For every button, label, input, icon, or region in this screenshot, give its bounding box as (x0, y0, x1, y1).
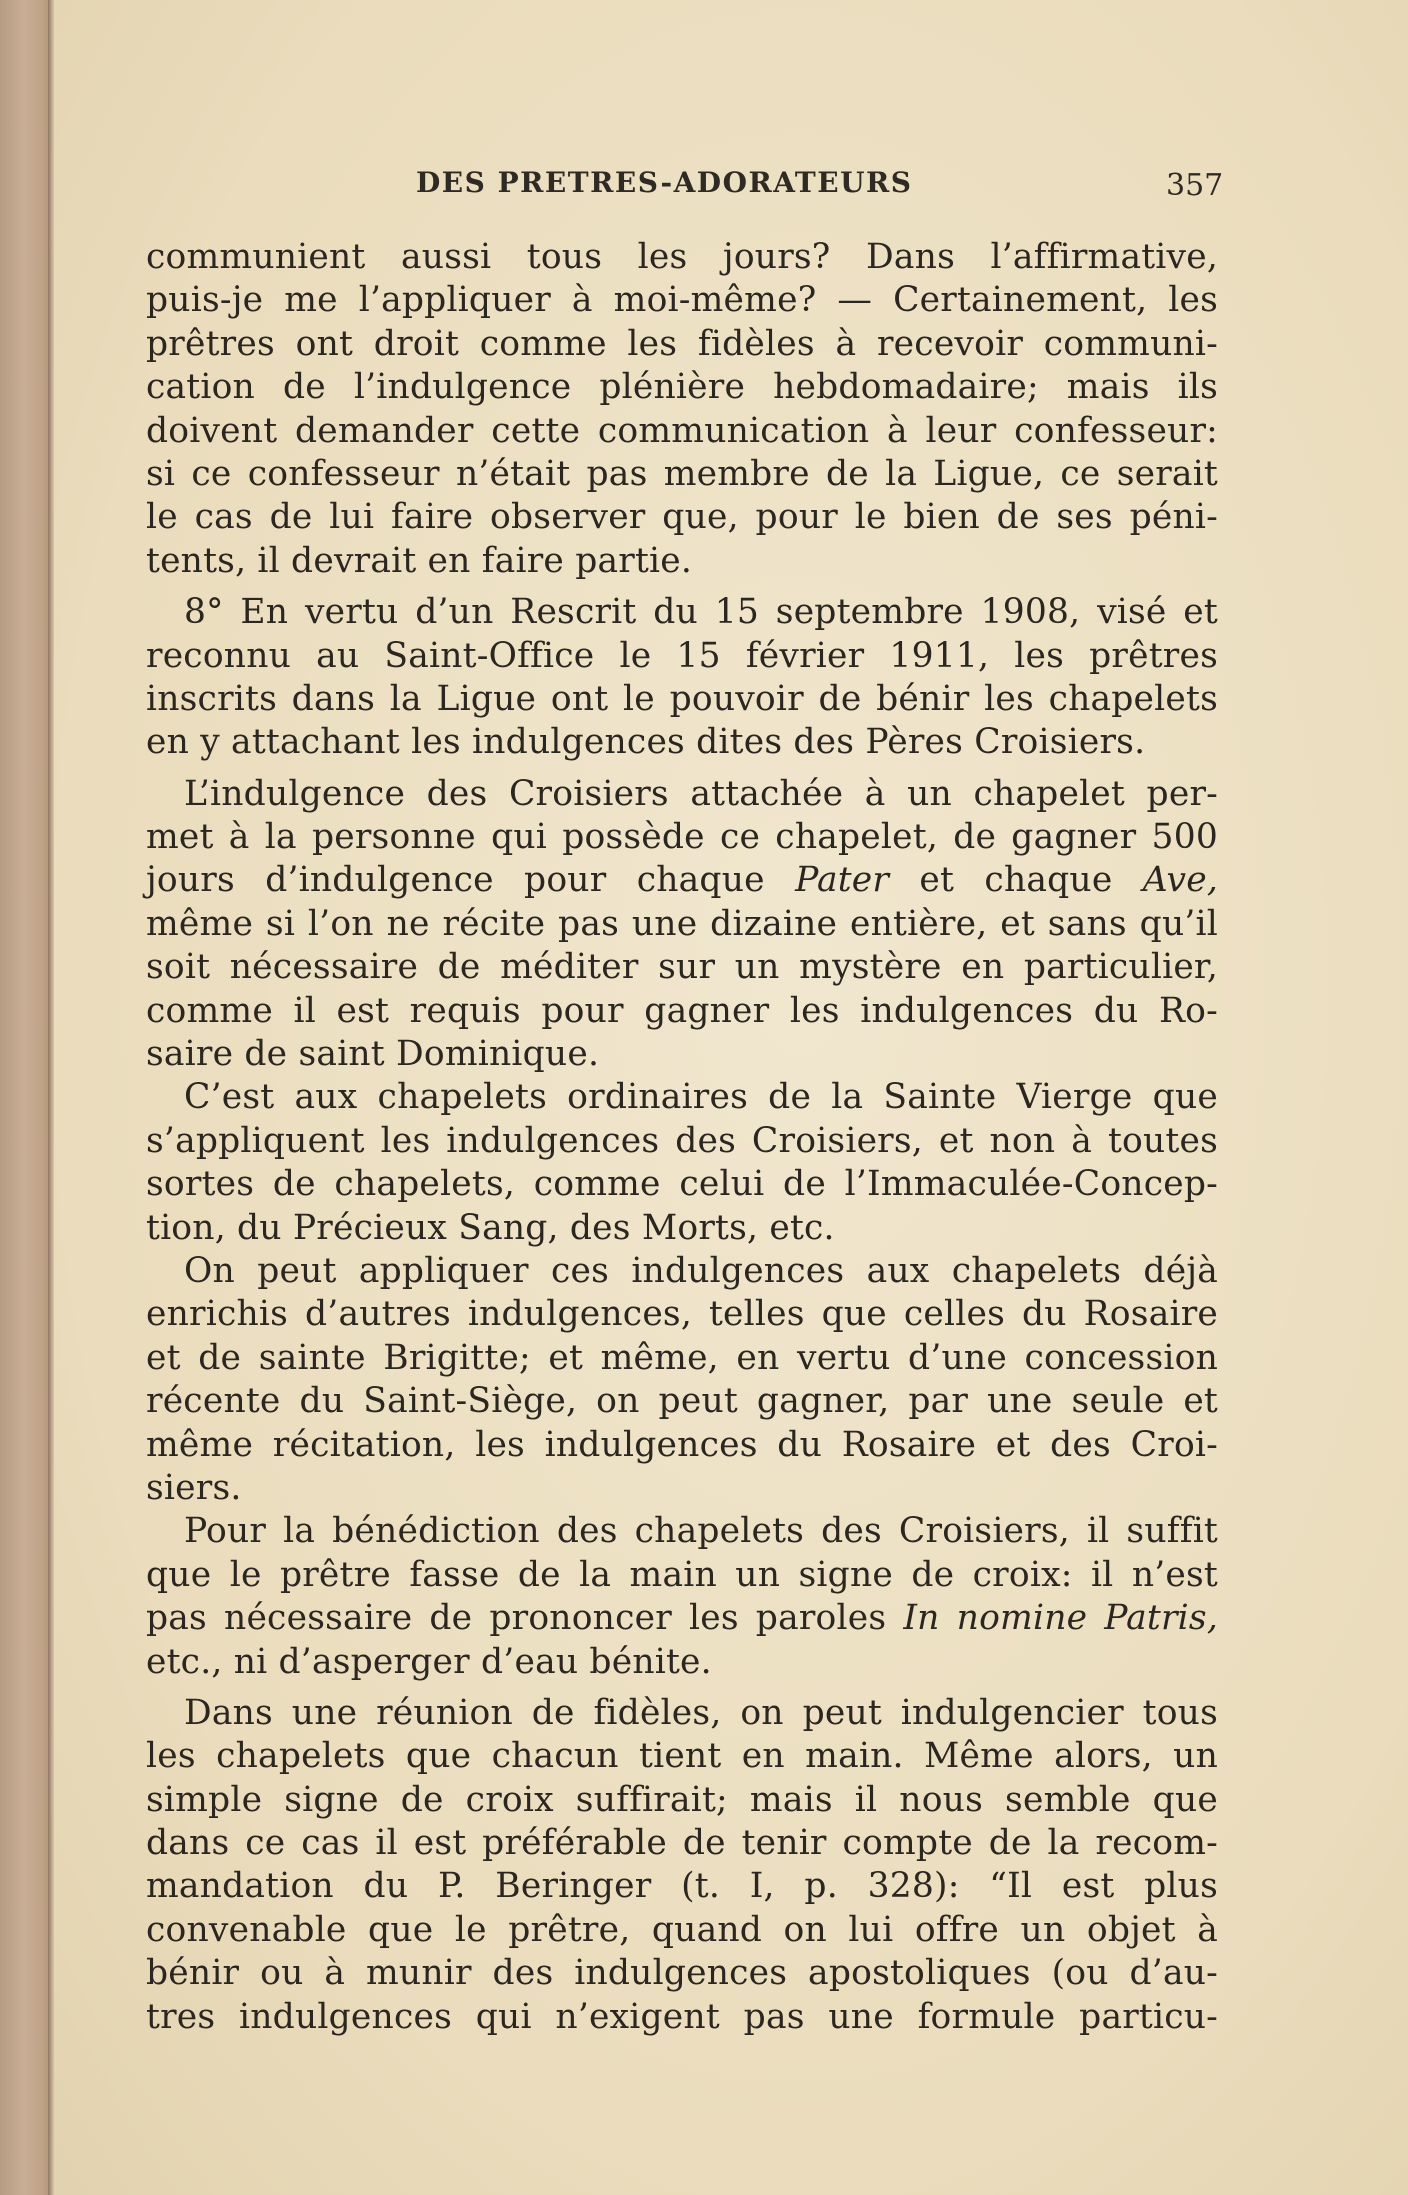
text-line: même récitation, les indulgences du Rosaire et des Croi- (146, 1424, 1218, 1465)
text-line: si ce confesseur n’était pas membre de la Ligue, ce serait (146, 453, 1218, 494)
text-line: siers. (146, 1467, 242, 1508)
text-line: dans ce cas il est préférable de tenir compte de la recom- (146, 1823, 1218, 1864)
text-line: s’appliquent les indulgences des Croisiers, et non à toutes (146, 1120, 1218, 1161)
page-number: 357 (1166, 168, 1224, 203)
text-line: tres indulgences qui n’exigent pas une formule particu- (146, 1996, 1218, 2037)
text-line: récente du Saint-Siège, on peut gagner, par une seule et (146, 1381, 1218, 1422)
text-run: et chaque (919, 860, 1113, 901)
text-line: reconnu au Saint-Office le 15 février 1911, les prêtres (146, 635, 1218, 676)
paragraph-7 (146, 1692, 1218, 2039)
italic-phrase: In nomine Patris, (903, 1598, 1218, 1639)
text-line: bénir ou à munir des indulgences apostoliques (ou d’au- (146, 1953, 1218, 1994)
text-line: le cas de lui faire observer que, pour le bien de ses péni- (146, 497, 1218, 538)
text-line: 8° En vertu d’un Rescrit du 15 septembre 1908, visé et (184, 592, 1218, 633)
text-line: enrichis d’autres indulgences, telles que celles du Rosaire (146, 1294, 1218, 1335)
text-run: pas nécessaire de prononcer les paroles (146, 1598, 887, 1639)
text-line: sortes de chapelets, comme celui de l’Immaculée-Concep- (146, 1164, 1218, 1205)
text-line: comme il est requis pour gagner les indulgences du Ro- (146, 990, 1218, 1031)
text-line: simple signe de croix suffirait; mais il nous semble que (146, 1779, 1218, 1820)
text-line: et de sainte Brigitte; et même, en vertu d’une concession (146, 1337, 1218, 1378)
text-line: saire de saint Dominique. (146, 1034, 600, 1075)
text-line: prêtres ont droit comme les fidèles à recevoir communi- (146, 323, 1218, 364)
text-line: même si l’on ne récite pas une dizaine entière, et sans qu’il (146, 903, 1218, 944)
paragraph-5 (146, 1250, 1218, 1510)
text-line: mandation du P. Beringer (t. I, p. 328): “Il est plus (146, 1866, 1218, 1907)
text-line: inscrits dans la Ligue ont le pouvoir de bénir les chapelets (146, 678, 1218, 719)
paragraph-3 (146, 773, 1218, 1077)
text-line: Pour la bénédiction des chapelets des Croisiers, il suffit (184, 1511, 1218, 1552)
text-line: soit nécessaire de méditer sur un mystère en particulier, (146, 947, 1218, 988)
text-line: etc., ni d’asperger d’eau bénite. (146, 1641, 712, 1682)
text-line: en y attachant les indulgences dites des Pères Croisiers. (146, 722, 1146, 763)
running-head (0, 166, 1408, 210)
text-line: L’indulgence des Croisiers attachée à un chapelet per- (184, 773, 1218, 814)
running-title: DES PRETRES-ADORATEURS (416, 166, 913, 199)
text-line: les chapelets que chacun tient en main. Même alors, un (146, 1736, 1218, 1777)
text-line: Dans une réunion de fidèles, on peut indulgencier tous (184, 1692, 1218, 1733)
italic-word: Pater (795, 860, 890, 901)
text-line-mixed (146, 1597, 1218, 1640)
text-line: convenable que le prêtre, quand on lui offre un objet à (146, 1909, 1218, 1950)
body-text (146, 236, 1218, 2039)
text-line: On peut appliquer ces indulgences aux chapelets déjà (184, 1250, 1218, 1291)
text-line: tion, du Précieux Sang, des Morts, etc. (146, 1207, 835, 1248)
paragraph-2 (146, 591, 1218, 765)
text-line: C’est aux chapelets ordinaires de la Sainte Vierge que (184, 1077, 1218, 1118)
text-line: met à la personne qui possède ce chapelet, de gagner 500 (146, 817, 1218, 858)
text-line: que le prêtre fasse de la main un signe de croix: il n’est (146, 1554, 1218, 1595)
text-line: puis-je me l’appliquer à moi-même? — Certainement, les (146, 280, 1218, 321)
text-run: jours d’indulgence pour chaque (146, 860, 765, 901)
text-line: cation de l’indulgence plénière hebdomadaire; mais ils (146, 367, 1218, 408)
paragraph-4 (146, 1076, 1218, 1250)
paragraph-1 (146, 236, 1218, 583)
text-line-mixed (146, 859, 1218, 902)
paragraph-gap (146, 583, 1218, 591)
italic-word: Ave, (1142, 860, 1218, 901)
text-line: communient aussi tous les jours? Dans l’affirmative, (146, 237, 1218, 277)
paragraph-gap (146, 765, 1218, 773)
paragraph-gap (146, 1684, 1218, 1692)
text-line: doivent demander cette communication à leur confesseur: (146, 410, 1218, 451)
book-gutter (0, 0, 54, 2195)
text-line: tents, il devrait en faire partie. (146, 540, 693, 581)
paragraph-6 (146, 1510, 1218, 1684)
